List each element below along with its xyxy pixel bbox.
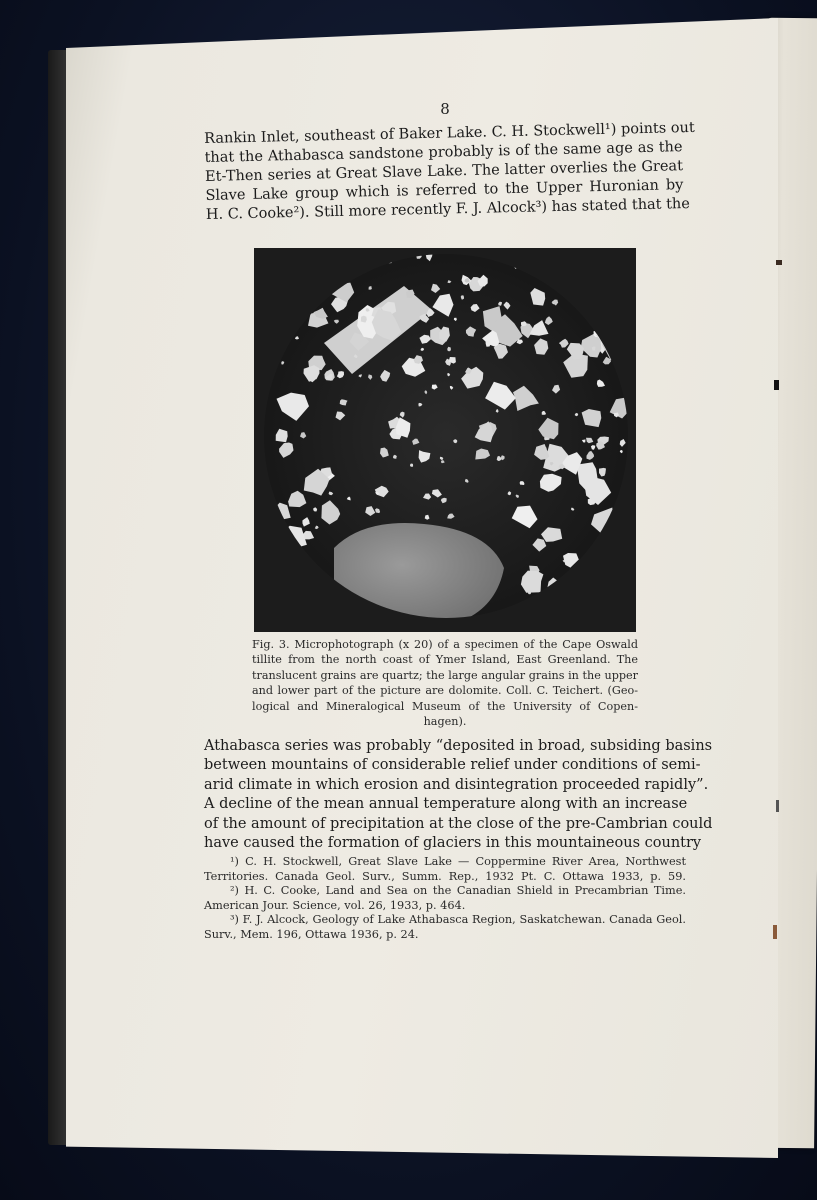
- text-line: Rankin Inlet, southeast of Baker Lake. C. H. Stockwell¹) points out: [204, 119, 695, 147]
- footnote-line: ³) F. J. Alcock, Geology of Lake Athabasca Region, Saskatchewan. Canada Geol.: [230, 913, 686, 927]
- footnote-line: ²) H. C. Cooke, Land and Sea on the Canadian Shield in Precambrian Time.: [230, 884, 686, 898]
- footnote-line: Territories. Canada Geol. Surv., Summ. Rep., 1932 Pt. C. Ottawa 1933, p. 59.: [204, 869, 686, 883]
- text-line: Et-Then series at Great Slave Lake. The latter overlies the Great: [204, 158, 684, 185]
- text-line: have caused the formation of glaciers in this mountaineous country: [204, 835, 702, 852]
- bottom-paragraph: [204, 737, 713, 853]
- top-paragraph: [204, 119, 695, 225]
- caption-line: tillite from the north coast of Ymer Island, East Greenland. The: [252, 653, 638, 667]
- text-line: arid climate in which erosion and disintegration proceeded rapidly”.: [204, 776, 709, 793]
- text-line: Slave Lake group which is referred to the Upper Huronian by: [205, 177, 684, 204]
- footnotes: [204, 855, 686, 943]
- figure-caption: [252, 637, 638, 729]
- text-line: H. C. Cooke²). Still more recently F. J. Alcock³) has stated that the: [205, 195, 691, 223]
- quartz-grain: [361, 316, 367, 323]
- caption-line: hagen).: [423, 715, 467, 729]
- text-line: between mountains of considerable relief under conditions of semi-: [204, 757, 701, 774]
- text-line: Athabasca series was probably “deposited in broad, subsiding basins: [204, 738, 713, 754]
- caption-line: and lower part of the picture are dolomite. Coll. C. Teichert. (Geo-: [252, 684, 638, 698]
- text-line: A decline of the mean annual temperature along with an increase: [204, 796, 688, 813]
- footnote-line: Surv., Mem. 196, Ottawa 1936, p. 24.: [204, 927, 419, 941]
- caption-line: translucent grains are quartz; the large angular grains in the upper: [252, 668, 638, 682]
- text-line: that the Athabasca sandstone probably is of the same age as the: [204, 139, 683, 166]
- microphotograph-image: [254, 248, 636, 632]
- caption-line: logical and Mineralogical Museum of the University of Copen-: [252, 699, 638, 713]
- page-number: 8: [440, 100, 450, 118]
- footnote-line: American Jour. Science, vol. 26, 1933, p. 464.: [204, 898, 466, 912]
- text-line: of the amount of precipitation at the close of the pre-Cambrian could: [204, 815, 713, 832]
- footnote-line: ¹) C. H. Stockwell, Great Slave Lake — Coppermine River Area, Northwest: [230, 855, 686, 868]
- microphotograph-figure: [254, 248, 636, 632]
- caption-line: Fig. 3. Microphotograph (x 20) of a specimen of the Cape Oswald: [252, 638, 638, 651]
